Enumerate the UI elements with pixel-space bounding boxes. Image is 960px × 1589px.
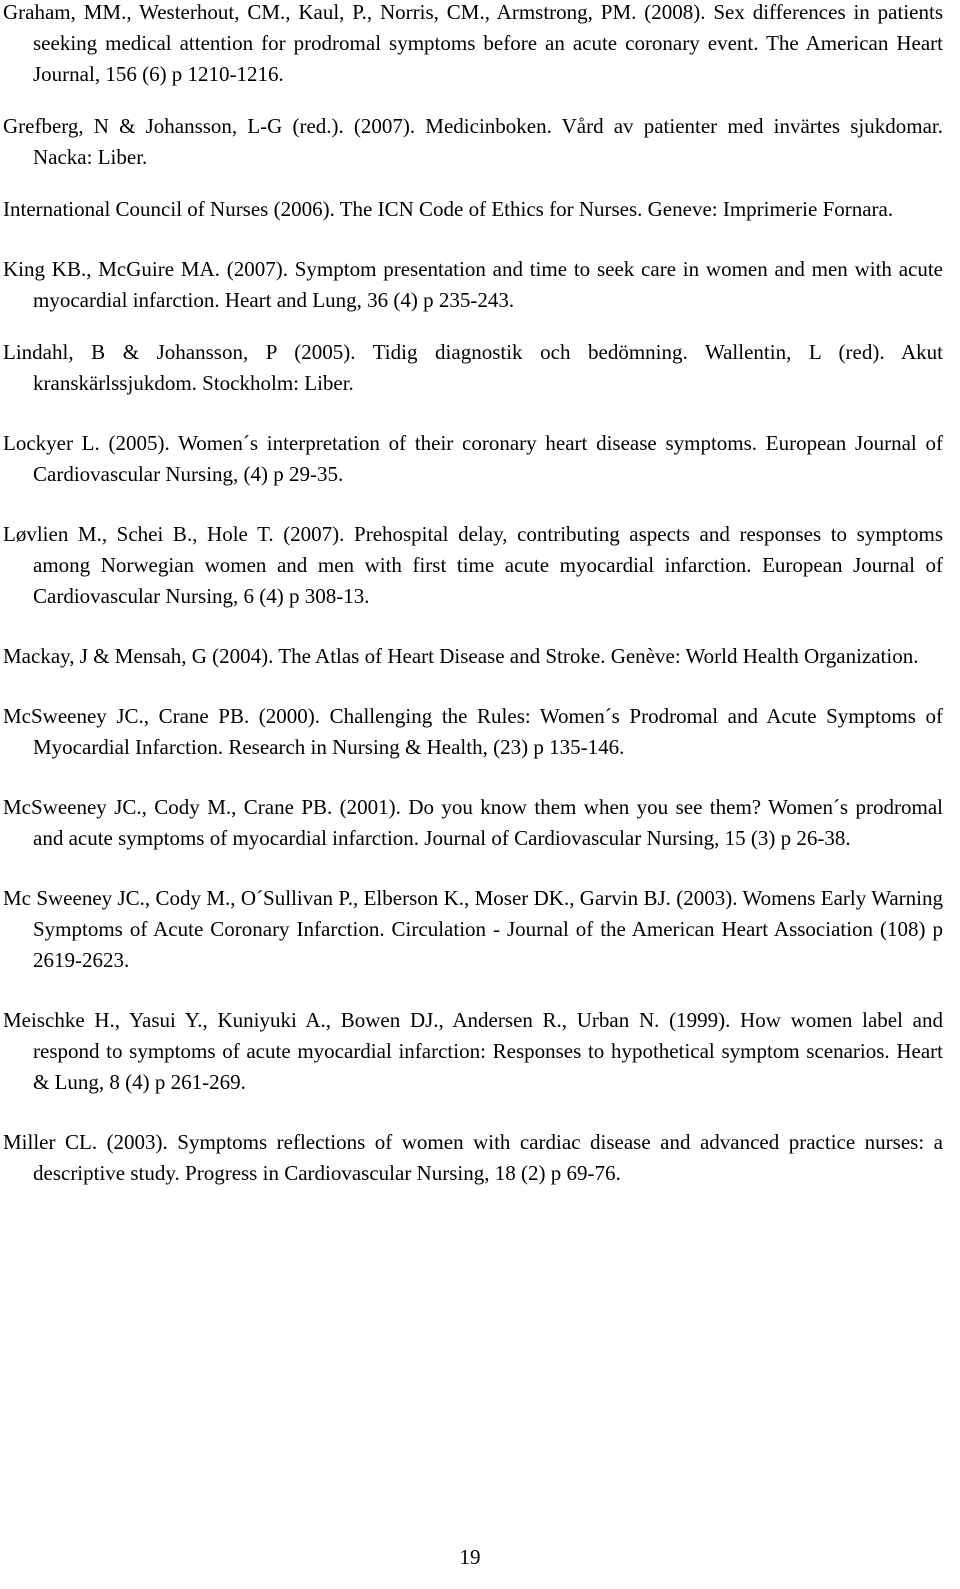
reference-entry: Mc Sweeney JC., Cody M., O´Sullivan P., Elberson K., Moser DK., Garvin BJ. (2003). Womens Early Warning Symptoms of Acute Coronary Infarction. Circulation - Journal of the American Heart Association (108) p 2619-2623. bbox=[3, 886, 943, 972]
reference-entry: McSweeney JC., Crane PB. (2000). Challenging the Rules: Women´s Prodromal and Acute Symptoms of Myocardial Infarction. Research in Nursing & Health, (23) p 135-146. bbox=[3, 704, 943, 759]
reference-entry: McSweeney JC., Cody M., Crane PB. (2001). Do you know them when you see them? Women´s prodromal and acute symptoms of myocardial infarction. Journal of Cardiovascular Nursing, 15 (3) p 26-38. bbox=[3, 795, 943, 850]
reference-entry: King KB., McGuire MA. (2007). Symptom presentation and time to seek care in women and men with acute myocardial infarction. Heart and Lung, 36 (4) p 235-243. bbox=[3, 257, 943, 312]
reference-entry: Løvlien M., Schei B., Hole T. (2007). Prehospital delay, contributing aspects and responses to symptoms among Norwegian women and men with first time acute myocardial infarction. European Journal of Cardiovascular Nursing, 6 (4) p 308-13. bbox=[3, 522, 943, 608]
reference-entry: Lockyer L. (2005). Women´s interpretation of their coronary heart disease symptoms. European Journal of Cardiovascular Nursing, (4) p 29-35. bbox=[3, 431, 943, 486]
reference-entry: Grefberg, N & Johansson, L-G (red.). (2007). Medicinboken. Vård av patienter med invärtes sjukdomar. Nacka: Liber. bbox=[3, 114, 943, 169]
reference-entry: Mackay, J & Mensah, G (2004). The Atlas of Heart Disease and Stroke. Genève: World Health Organization. bbox=[3, 644, 919, 668]
reference-entry: Meischke H., Yasui Y., Kuniyuki A., Bowen DJ., Andersen R., Urban N. (1999). How women label and respond to symptoms of acute myocardial infarction: Responses to hypothetical symptom scenarios. Heart & Lung, 8 (4) p 261-269. bbox=[3, 1008, 943, 1094]
reference-entry: Lindahl, B & Johansson, P (2005). Tidig diagnostik och bedömning. Wallentin, L (red). Akut kranskärlssjukdom. Stockholm: Liber. bbox=[3, 340, 943, 395]
page-number: 19 bbox=[459, 1545, 481, 1569]
reference-entry: Graham, MM., Westerhout, CM., Kaul, P., Norris, CM., Armstrong, PM. (2008). Sex differences in patients seeking medical attention for prodromal symptoms before an acute coronary event. The American Heart Journal, 156 (6) p 1210-1216. bbox=[3, 0, 943, 86]
reference-entry: International Council of Nurses (2006). The ICN Code of Ethics for Nurses. Geneve: Imprimerie Fornara. bbox=[3, 197, 894, 221]
reference-list bbox=[3, 0, 943, 1189]
reference-entry: Miller CL. (2003). Symptoms reflections of women with cardiac disease and advanced practice nurses: a descriptive study. Progress in Cardiovascular Nursing, 18 (2) p 69-76. bbox=[3, 1130, 943, 1185]
